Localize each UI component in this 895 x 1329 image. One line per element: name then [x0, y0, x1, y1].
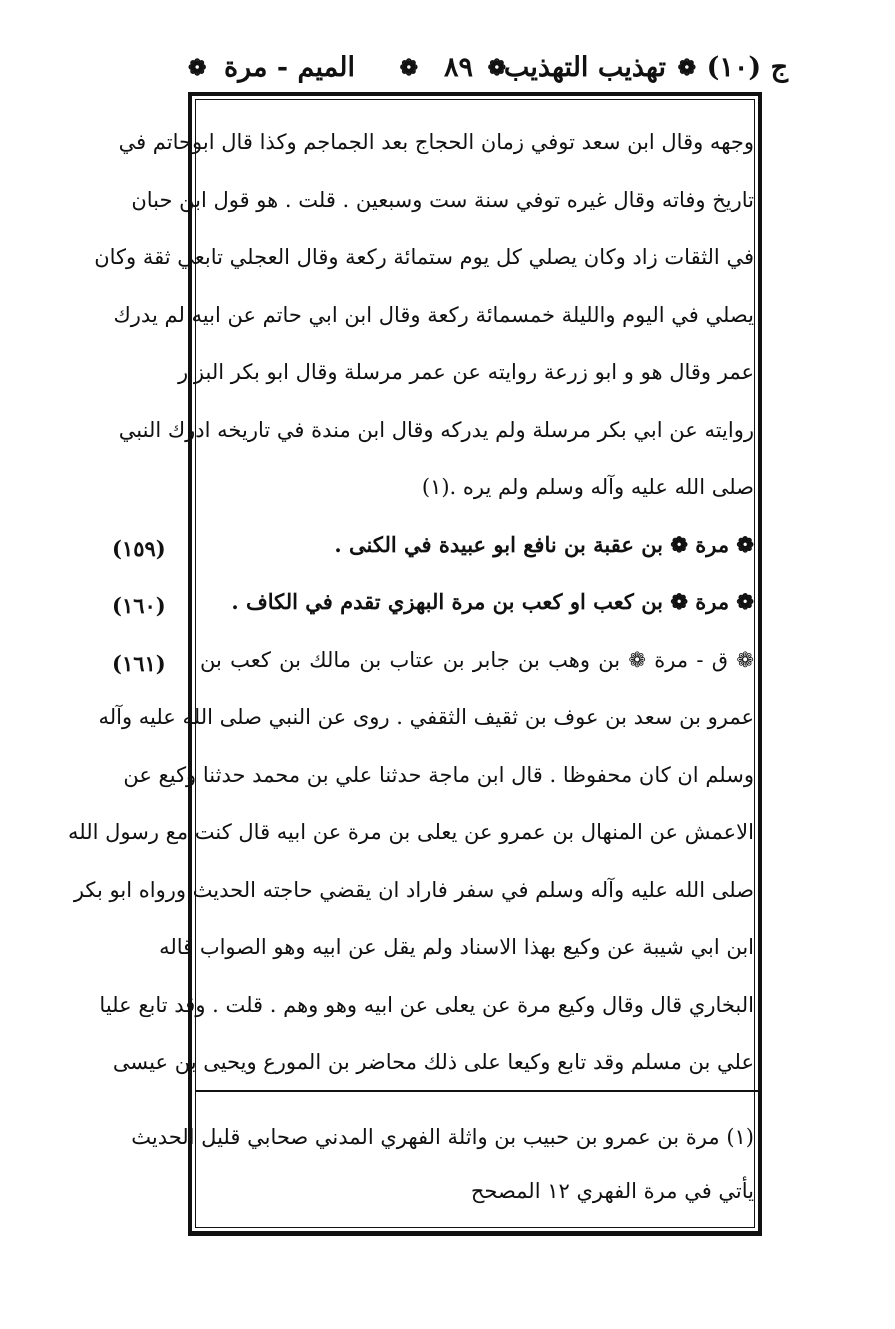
text-line: وسلم ان كان محفوظا . قال ابن ماجة حدثنا علي بن محمد حدثنا وكيع عن [123, 763, 754, 787]
text-line: تاريخ وفاته وقال غيره توفي سنة ست وسبعين . قلت . هو قول ابن حبان [131, 188, 754, 212]
book-title: تهذيب التهذيب [503, 52, 666, 83]
section-title: الميم - مرة [224, 52, 355, 83]
ornament-icon: ❁ [399, 55, 418, 81]
text-line: عمرو بن سعد بن عوف بن ثقيف الثقفي . روى عن النبي صلى الله عليه وآله [98, 705, 754, 729]
text-line: عمر وقال هو و ابو زرعة روايته عن عمر مرسلة وقال ابو بكر البزار [177, 360, 754, 384]
page-number: ٨٩ [443, 52, 473, 83]
entry-number: (١٥٩) [112, 536, 166, 561]
text-line: صلى الله عليه وآله وسلم ولم يره .(١) [421, 475, 754, 499]
page-header [188, 44, 788, 92]
text-line: ابن ابي شيبة عن وكيع بهذا الاسناد ولم يقل عن ابيه وهو الصواب قاله [159, 935, 754, 959]
entry-heading: ❁ ق - مرة ❁ بن وهب بن جابر بن عتاب بن مالك بن كعب بن [200, 648, 754, 672]
ornament-icon: ❁ [487, 55, 506, 81]
text-line: البخاري قال وقال وكيع مرة عن يعلى عن ابيه وهو وهم . قلت . وقد تابع عليا [99, 993, 754, 1017]
text-line: وجهه وقال ابن سعد توفي زمان الحجاج بعد الجماجم وكذا قال ابوحاتم في [118, 130, 754, 154]
text-line: يصلي في اليوم والليلة خمسمائة ركعة وقال ابن ابي حاتم عن ابيه لم يدرك [113, 303, 754, 327]
footnote-line: يأتي في مرة الفهري ١٢ المصحح [470, 1179, 754, 1203]
text-line: علي بن مسلم وقد تابع وكيعا على ذلك محاضر بن المورع ويحيى بن عيسى [112, 1050, 754, 1074]
text-line: صلى الله عليه وآله وسلم في سفر فاراد ان يقضي حاجته الحديث ورواه ابو بكر [73, 878, 754, 902]
footnote-divider [196, 1090, 758, 1092]
text-line: في الثقات زاد وكان يصلي كل يوم ستمائة ركعة وقال العجلي تابعي ثقة وكان [94, 245, 754, 269]
entry-heading: ❁ مرة ❁ بن عقبة بن نافع ابو عبيدة في الكنى . [334, 532, 754, 557]
entry-number: (١٦١) [112, 651, 166, 676]
text-line: روايته عن ابي بكر مرسلة ولم يدركه وقال ابن مندة في تاريخه ادرك النبي [118, 418, 754, 442]
volume-number: ج (١٠) [706, 52, 788, 83]
footnote-line: (١) مرة بن عمرو بن حبيب بن واثلة الفهري المدني صحابي قليل الحديث [131, 1125, 754, 1149]
entry-number: (١٦٠) [112, 593, 166, 618]
ornament-icon: ❁ [188, 55, 207, 81]
entry-heading: ❁ مرة ❁ بن كعب او كعب بن مرة البهزي تقدم في الكاف . [231, 589, 754, 614]
text-line: الاعمش عن المنهال بن عمرو عن يعلى بن مرة عن ابيه قال كنت مع رسول الله [68, 820, 754, 844]
ornament-icon: ❁ [677, 55, 696, 81]
